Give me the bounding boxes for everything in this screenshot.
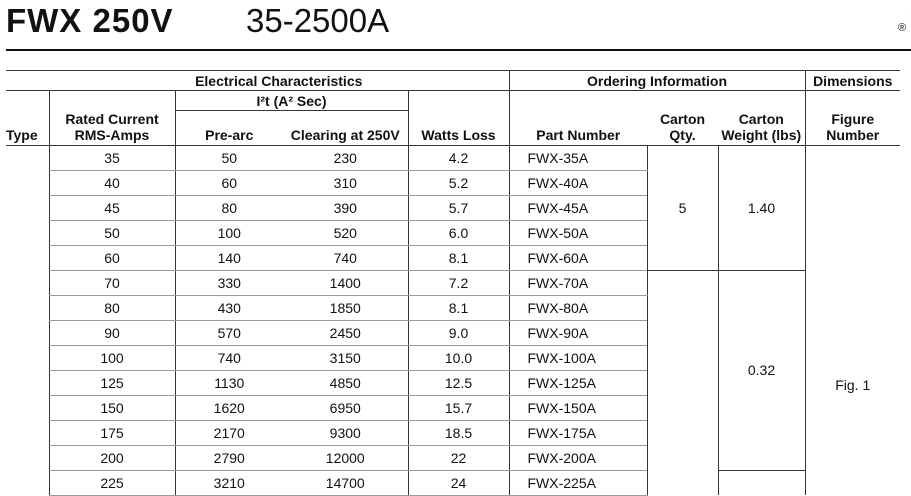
clearing-cell: 4850: [283, 370, 408, 395]
clearing-cell: 230: [283, 145, 408, 170]
clearing-cell: 6950: [283, 395, 408, 420]
watts-loss-cell: 15.7: [408, 395, 509, 420]
part-number-cell: FWX-50A: [509, 220, 647, 245]
carton-qty-cell: 5: [647, 145, 718, 270]
carton-qty-cell: [647, 270, 718, 470]
clearing-cell: 520: [283, 220, 408, 245]
part-number-cell: FWX-175A: [509, 420, 647, 445]
rated-current-cell: 80: [49, 295, 175, 320]
rated-current-cell: 150: [49, 395, 175, 420]
clearing-cell: 2450: [283, 320, 408, 345]
clearing-cell: 1850: [283, 295, 408, 320]
clearing-cell: 14700: [283, 470, 408, 495]
carton-weight-cell: 1.40: [718, 145, 805, 270]
part-number-cell: FWX-70A: [509, 270, 647, 295]
amp-range-title: 35-2500A: [246, 2, 390, 39]
carton-qty-cell: [647, 470, 718, 495]
col-header-type: Type: [6, 126, 38, 143]
watts-loss-cell: 24: [408, 470, 509, 495]
rated-current-cell: 225: [49, 470, 175, 495]
watts-loss-cell: 7.2: [408, 270, 509, 295]
table-row: [6, 145, 900, 170]
carton-weight-cell: 0.32: [718, 270, 805, 470]
prearc-cell: 2790: [175, 445, 283, 470]
rated-current-cell: 175: [49, 420, 175, 445]
prearc-cell: 1130: [175, 370, 283, 395]
clearing-cell: 1400: [283, 270, 408, 295]
watts-loss-cell: 10.0: [408, 345, 509, 370]
header-rule: [6, 49, 911, 51]
watts-loss-cell: 9.0: [408, 320, 509, 345]
page-header: [0, 0, 911, 56]
prearc-cell: 80: [175, 195, 283, 220]
fuse-spec-table: [6, 70, 900, 496]
group-spacer: [6, 71, 49, 91]
col-header-i2t: I²t (A² Sec): [175, 91, 408, 111]
part-number-cell: FWX-225A: [509, 470, 647, 495]
figure-number-cell: Fig. 1: [805, 145, 900, 495]
clearing-cell: 390: [283, 195, 408, 220]
brand-logo-fragment: [893, 0, 911, 16]
prearc-cell: 140: [175, 245, 283, 270]
watts-loss-cell: 8.1: [408, 245, 509, 270]
col-header-rated: Rated Current RMS-Amps: [49, 91, 175, 146]
watts-loss-cell: 12.5: [408, 370, 509, 395]
type-cell: [6, 145, 49, 495]
group-electrical-header: Electrical Characteristics: [49, 71, 509, 91]
part-number-cell: FWX-35A: [509, 145, 647, 170]
rated-current-cell: 35: [49, 145, 175, 170]
prearc-cell: 330: [175, 270, 283, 295]
clearing-cell: 9300: [283, 420, 408, 445]
prearc-cell: 60: [175, 170, 283, 195]
table-row: [6, 470, 900, 495]
rated-current-cell: 40: [49, 170, 175, 195]
col-header-weight: Carton Weight (lbs): [721, 110, 802, 143]
prearc-cell: 100: [175, 220, 283, 245]
col-header-prearc: Pre-arc: [175, 111, 283, 146]
prearc-cell: 570: [175, 320, 283, 345]
rated-current-cell: 90: [49, 320, 175, 345]
prearc-cell: 2170: [175, 420, 283, 445]
rated-current-cell: 125: [49, 370, 175, 395]
watts-loss-cell: 5.2: [408, 170, 509, 195]
rated-current-cell: 200: [49, 445, 175, 470]
part-number-cell: FWX-200A: [509, 445, 647, 470]
col-header-figure: Figure Number: [805, 111, 900, 146]
prearc-cell: 50: [175, 145, 283, 170]
table-row: [6, 270, 900, 295]
rated-current-cell: 45: [49, 195, 175, 220]
part-number-cell: FWX-45A: [509, 195, 647, 220]
prearc-cell: 1620: [175, 395, 283, 420]
registered-trademark: ®: [898, 22, 907, 34]
rated-current-cell: 70: [49, 270, 175, 295]
part-number-cell: FWX-90A: [509, 320, 647, 345]
part-number-cell: FWX-100A: [509, 345, 647, 370]
watts-loss-cell: 4.2: [408, 145, 509, 170]
part-number-cell: FWX-150A: [509, 395, 647, 420]
clearing-cell: 3150: [283, 345, 408, 370]
rated-current-cell: 60: [49, 245, 175, 270]
col-header-part: Part Number: [509, 111, 647, 146]
rated-current-cell: 100: [49, 345, 175, 370]
col-header-qty: Carton Qty.: [659, 110, 706, 143]
watts-loss-cell: 18.5: [408, 420, 509, 445]
col-header-clearing: Clearing at 250V: [290, 126, 400, 143]
rated-current-cell: 50: [49, 220, 175, 245]
prearc-cell: 3210: [175, 470, 283, 495]
clearing-cell: 740: [283, 245, 408, 270]
col-header-watts: Watts Loss: [408, 111, 509, 146]
carton-weight-cell: [718, 470, 805, 495]
group-ordering-header: Ordering Information: [509, 71, 805, 91]
prearc-cell: 430: [175, 295, 283, 320]
part-number-cell: FWX-80A: [509, 295, 647, 320]
part-number-cell: FWX-60A: [509, 245, 647, 270]
product-model-title: FWX 250V: [6, 2, 174, 39]
part-number-cell: FWX-125A: [509, 370, 647, 395]
watts-loss-cell: 22: [408, 445, 509, 470]
group-dimensions-header: Dimensions: [805, 71, 900, 91]
clearing-cell: 12000: [283, 445, 408, 470]
prearc-cell: 740: [175, 345, 283, 370]
clearing-cell: 310: [283, 170, 408, 195]
watts-loss-cell: 5.7: [408, 195, 509, 220]
part-number-cell: FWX-40A: [509, 170, 647, 195]
watts-loss-cell: 8.1: [408, 295, 509, 320]
watts-loss-cell: 6.0: [408, 220, 509, 245]
